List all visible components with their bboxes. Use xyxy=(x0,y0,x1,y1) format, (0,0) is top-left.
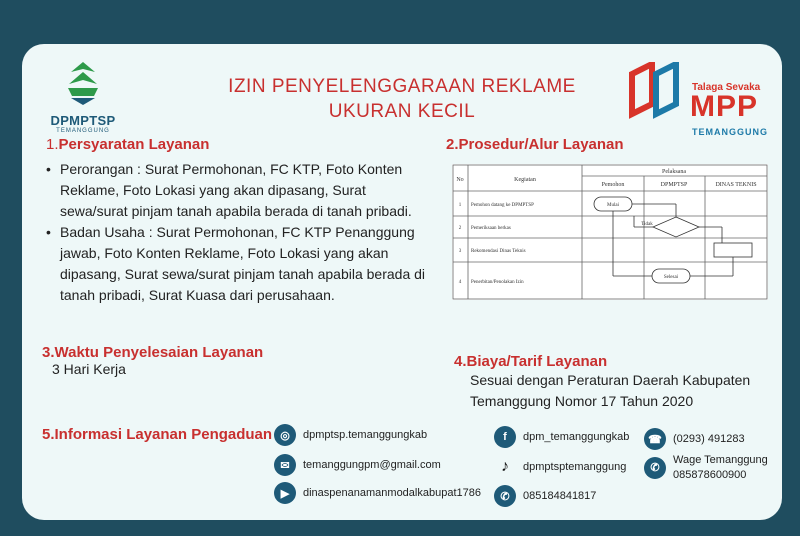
phone-number: (0293) 491283 xyxy=(673,433,745,445)
mpp-tagline: Talaga Sevaka xyxy=(692,82,761,93)
whatsapp-icon: ✆ xyxy=(644,457,666,479)
youtube-icon: ▶ xyxy=(274,482,296,504)
dpmptsp-emblem-icon xyxy=(62,60,104,106)
list-item: • Perorangan : Surat Permohonan, FC KTP, Foto Konten Reklame, Foto Lokasi yang akan dipasang, Surat sewa/surat pinjam tanah apabila berada di tanah pribadi. xyxy=(46,159,426,222)
persyaratan-section xyxy=(46,136,426,306)
role-label: DINAS TEKNIS xyxy=(715,182,757,188)
flowchart-diagram xyxy=(452,164,768,300)
role-label: Pemohon xyxy=(601,182,625,188)
email-address: temanggungpm@gmail.com xyxy=(303,459,441,471)
instagram-handle: dpmptsp.temanggungkab xyxy=(303,429,428,441)
col-pelaksana-label: Pelaksana xyxy=(662,169,686,175)
persyaratan-list xyxy=(46,159,426,306)
selesai-label: Selesai xyxy=(663,275,679,280)
title-line-1: IZIN PENYELENGGARAAN REKLAME xyxy=(228,76,576,97)
info-card xyxy=(22,44,782,520)
row-kegiatan: Penerbitan/Penolakan Izin xyxy=(471,280,524,285)
persyaratan-heading: 1.Persyaratan Layanan xyxy=(46,136,210,153)
title-line-2: UKURAN KECIL xyxy=(328,101,476,122)
tiktok-handle: dpmptsptemanggung xyxy=(523,461,627,473)
email-icon: ✉ xyxy=(274,454,296,476)
col-no-label: No xyxy=(456,177,464,183)
whatsapp-icon: ✆ xyxy=(494,485,516,507)
row-no: 4 xyxy=(458,280,462,285)
mpp-emblem-icon xyxy=(626,62,686,124)
mpp-logo xyxy=(626,60,776,137)
page-title xyxy=(202,74,602,124)
contact-tiktok[interactable] xyxy=(494,456,626,478)
wa-label: Wage Temanggung xyxy=(673,454,768,466)
biaya-value: Sesuai dengan Peraturan Daerah Kabupaten Temanggung Nomor 17 Tahun 2020 xyxy=(470,372,751,409)
facebook-icon: f xyxy=(494,426,516,448)
tidak-label: Tidak xyxy=(641,222,653,227)
instagram-icon: ◎ xyxy=(274,424,296,446)
contact-email[interactable] xyxy=(274,454,441,476)
tiktok-icon: ♪ xyxy=(501,458,509,475)
wa-number: 085878600900 xyxy=(673,469,747,481)
facebook-handle: dpm_temanggungkab xyxy=(523,431,630,443)
dpmptsp-brand: DPMPTSP xyxy=(50,113,116,128)
prosedur-heading: 2.Prosedur/Alur Layanan xyxy=(446,136,624,153)
contact-phone[interactable] xyxy=(644,428,745,450)
row-kegiatan: Pemohon datang ke DPMPTSP xyxy=(471,203,534,208)
row-kegiatan: Pemeriksaan berkas xyxy=(471,226,511,231)
row-kegiatan: Rekomendasi Dinas Teknis xyxy=(471,249,526,254)
contact-whatsapp[interactable] xyxy=(494,485,596,507)
row-no: 3 xyxy=(458,249,462,254)
waktu-value: 3 Hari Kerja xyxy=(52,361,126,377)
contact-wa-wage[interactable] xyxy=(644,454,768,481)
dpmptsp-sub: TEMANGGUNG xyxy=(56,128,110,134)
youtube-channel: dinaspenanamanmodalkabupat1786 xyxy=(303,487,481,499)
contact-facebook[interactable] xyxy=(494,426,629,448)
informasi-heading: 5.Informasi Layanan Pengaduan xyxy=(42,426,273,443)
mpp-sub: TEMANGGUNG xyxy=(692,127,768,137)
mulai-label: Mulai xyxy=(607,203,619,208)
phone-icon: ☎ xyxy=(644,428,666,450)
biaya-heading: 4.Biaya/Tarif Layanan xyxy=(454,353,608,370)
waktu-heading: 3.Waktu Penyelesaian Layanan xyxy=(42,344,264,361)
role-label: DPMPTSP xyxy=(660,182,688,188)
contact-youtube[interactable] xyxy=(274,482,481,504)
col-kegiatan-label: Kegiatan xyxy=(514,177,536,183)
list-item: • Badan Usaha : Surat Permohonan, FC KTP Penanggung jawab, Foto Konten Reklame, Foto Lokasi yang akan dipasang, Surat sewa/surat pinjam tanah apabila berada di tanah pribadi, Surat Kuasa dari perusahaan. xyxy=(46,222,426,306)
contact-instagram[interactable] xyxy=(274,424,427,446)
whatsapp-number: 085184841817 xyxy=(523,490,597,502)
flowchart xyxy=(452,164,768,300)
row-no: 2 xyxy=(458,226,462,231)
row-no: 1 xyxy=(458,203,462,208)
dpmptsp-logo xyxy=(48,60,118,134)
mpp-brand: MPP xyxy=(690,90,759,123)
